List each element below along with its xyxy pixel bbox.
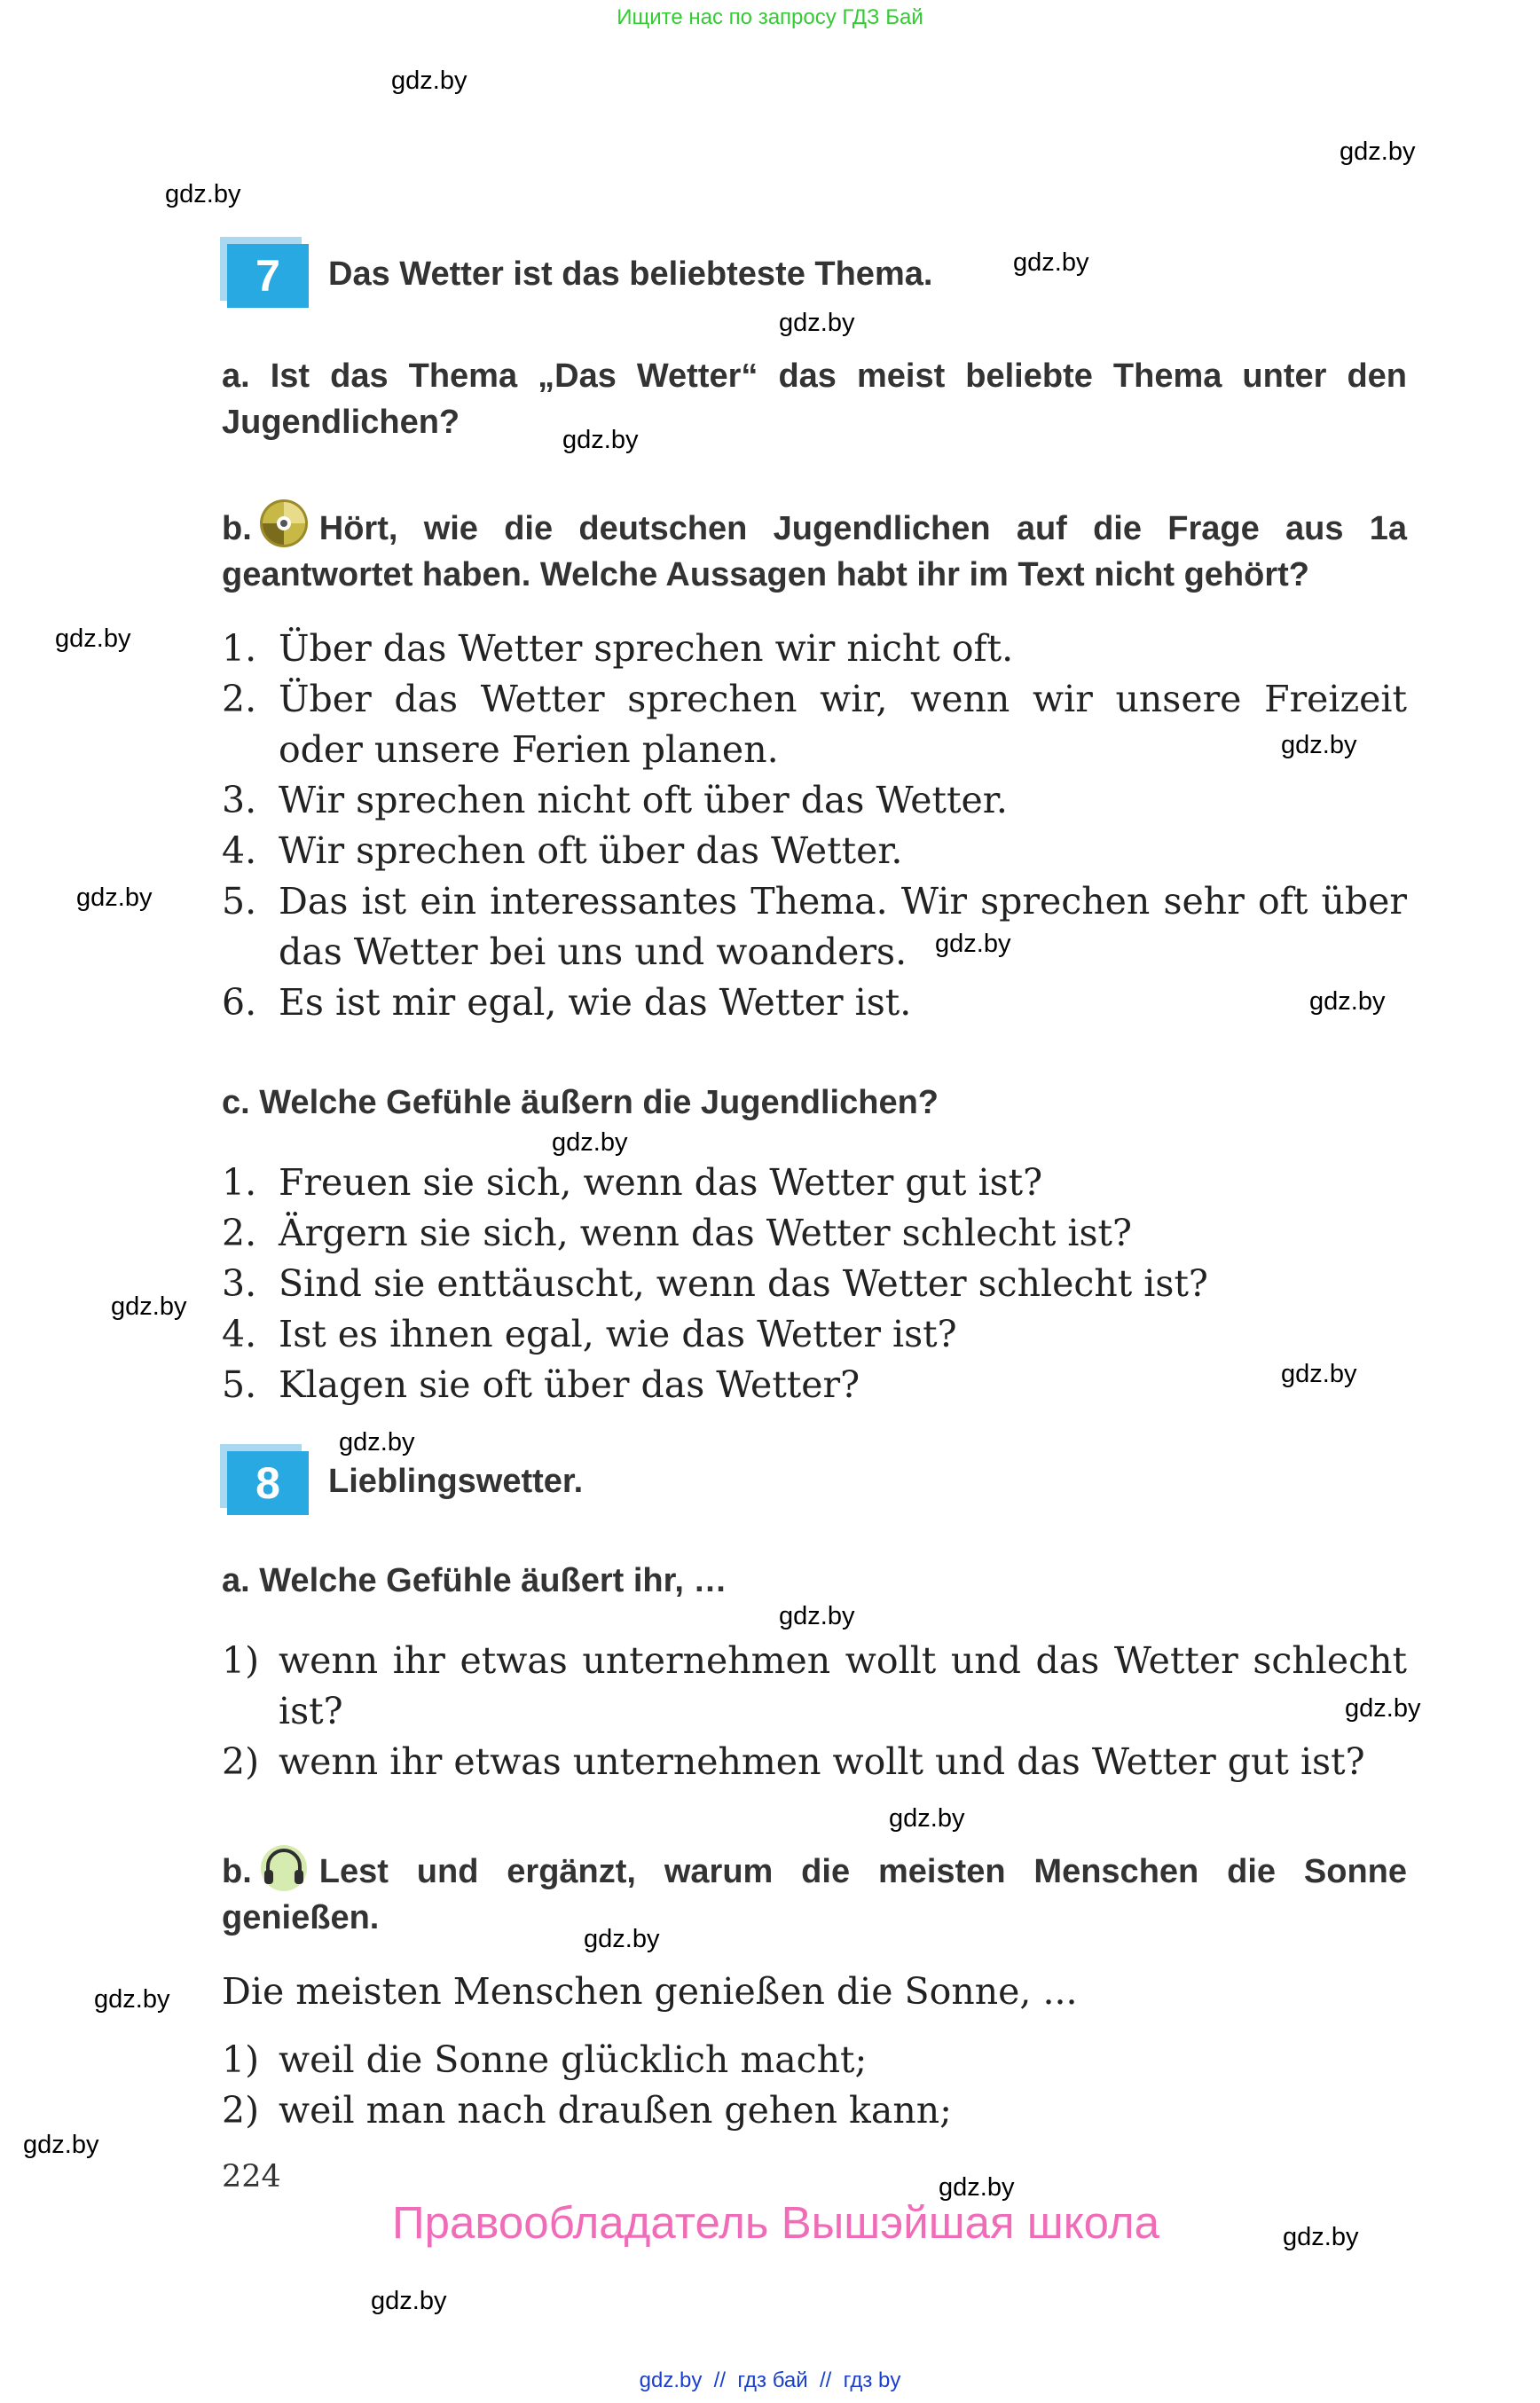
watermark: gdz.by [391,67,468,95]
item-text: wenn ihr etwas unternehmen wollt und das Wetter schlecht ist? [279,1639,1407,1732]
task-7b-text: Hört, wie die deutschen Jugendlichen auf die Frage aus 1a geantwortet haben. Welche Aussagen habt ihr im Text nicht gehört? [222,510,1407,593]
task-7a: a. Ist das Thema „Das Wetter“ das meist beliebte Thema unter den Jugendlichen? [222,357,1407,441]
list-item [222,978,1407,1028]
item-text: Ärgern sie sich, wenn das Wetter schlecht ist? [279,1212,1132,1254]
task-8b-text: Lest und ergänzt, warum die meisten Menschen die Sonne genießen. [222,1853,1407,1936]
watermark: gdz.by [1283,2223,1359,2251]
list-item [222,1208,1407,1259]
item-number: 1) [222,2038,260,2081]
item-number: 2) [222,2089,260,2132]
item-text: Es ist mir egal, wie das Wetter ist. [279,981,912,1024]
item-text: Klagen sie oft über das Wetter? [279,1363,860,1406]
item-number: 2) [222,1740,260,1783]
watermark: gdz.by [1281,731,1357,759]
list-item [222,1259,1407,1309]
watermark: gdz.by [889,1804,965,1833]
watermark: gdz.by [339,1428,415,1457]
list-item [222,876,1407,978]
page-number: 224 [222,2159,281,2195]
item-number: 3. [222,1262,257,1305]
task-8b-prefix: b. [222,1853,252,1890]
item-text: weil man nach draußen gehen kann; [279,2089,952,2132]
watermark: gdz.by [939,2173,1015,2202]
questions-list [222,1158,1407,1410]
list-item [222,1737,1407,1787]
task-7b [222,497,1407,598]
watermark: gdz.by [94,1985,170,2014]
watermark: gdz.by [552,1128,628,1157]
item-number: 2. [222,678,257,720]
watermark: gdz.by [111,1292,187,1321]
watermark: gdz.by [76,883,153,912]
list-item [222,1360,1407,1410]
watermark: gdz.by [1345,1694,1421,1723]
item-number: 2. [222,1212,257,1254]
item-number: 5. [222,880,257,923]
item-text: Das ist ein interessantes Thema. Wir sprechen sehr oft über das Wetter bei uns und woanders. [279,880,1407,973]
list-item [222,1636,1407,1737]
statements-list [222,624,1407,1028]
watermark: gdz.by [779,309,855,337]
item-text: weil die Sonne glücklich macht; [279,2038,868,2081]
list-item [222,826,1407,876]
watermark: gdz.by [562,426,639,454]
item-text: Sind sie enttäuscht, wenn das Wetter schlecht ist? [279,1262,1208,1305]
section-7-title: Das Wetter ist das beliebteste Thema. [328,255,933,293]
watermark: gdz.by [1013,248,1089,277]
watermark: gdz.by [55,624,131,653]
watermark: gdz.by [23,2131,99,2159]
cd-icon [257,497,310,550]
section-8-title: Lieblingswetter. [328,1463,584,1500]
section-number-8: 8 [227,1451,309,1515]
task-8a: a. Welche Gefühle äußert ihr, … [222,1562,727,1599]
task-7c: c. Welche Gefühle äußern die Jugendlichen? [222,1084,939,1121]
watermark: gdz.by [371,2287,447,2315]
watermark: gdz.by [165,180,241,208]
item-text: Wir sprechen nicht oft über das Wetter. [279,779,1008,821]
list-item [222,624,1407,674]
list-item [222,1158,1407,1208]
watermark: gdz.by [935,930,1011,958]
item-number: 1. [222,1161,257,1204]
list-item [222,674,1407,775]
item-text: wenn ihr etwas unternehmen wollt und das Wetter gut ist? [279,1740,1365,1783]
list-item [222,2085,1407,2136]
item-text: Freuen sie sich, wenn das Wetter gut ist? [279,1161,1043,1204]
item-number: 5. [222,1363,257,1406]
watermark: gdz.by [584,1925,660,1953]
item-text: Wir sprechen oft über das Wetter. [279,829,903,872]
items-b-list [222,2035,1407,2136]
watermark: gdz.by [1281,1360,1357,1388]
headphones-icon [257,1840,310,1893]
item-number: 1. [222,627,257,670]
item-number: 4. [222,1313,257,1355]
copyright-notice: Правообладатель Вышэйшая школа [392,2197,1159,2248]
task-7b-prefix: b. [222,510,252,547]
items-a-list [222,1636,1407,1787]
item-text: Über das Wetter sprechen wir nicht oft. [279,627,1014,670]
intro-sentence: Die meisten Menschen genießen die Sonne, ... [222,1970,1078,2013]
item-number: 4. [222,829,257,872]
watermark: gdz.by [1340,137,1416,166]
item-number: 6. [222,981,257,1024]
watermark: gdz.by [1309,987,1386,1016]
task-8b [222,1840,1407,1941]
list-item [222,1309,1407,1360]
item-text: Über das Wetter sprechen wir, wenn wir unsere Freizeit oder unsere Ferien planen. [279,678,1407,771]
footer-links[interactable]: gdz.by // гдз бай // гдз by [639,2368,901,2392]
item-text: Ist es ihnen egal, wie das Wetter ist? [279,1313,957,1355]
watermark: gdz.by [779,1602,855,1630]
top-banner: Ищите нас по запросу ГДЗ Бай [617,5,923,29]
list-item [222,2035,1407,2085]
list-item [222,775,1407,826]
item-number: 1) [222,1639,260,1682]
item-number: 3. [222,779,257,821]
section-number-7: 7 [227,244,309,308]
